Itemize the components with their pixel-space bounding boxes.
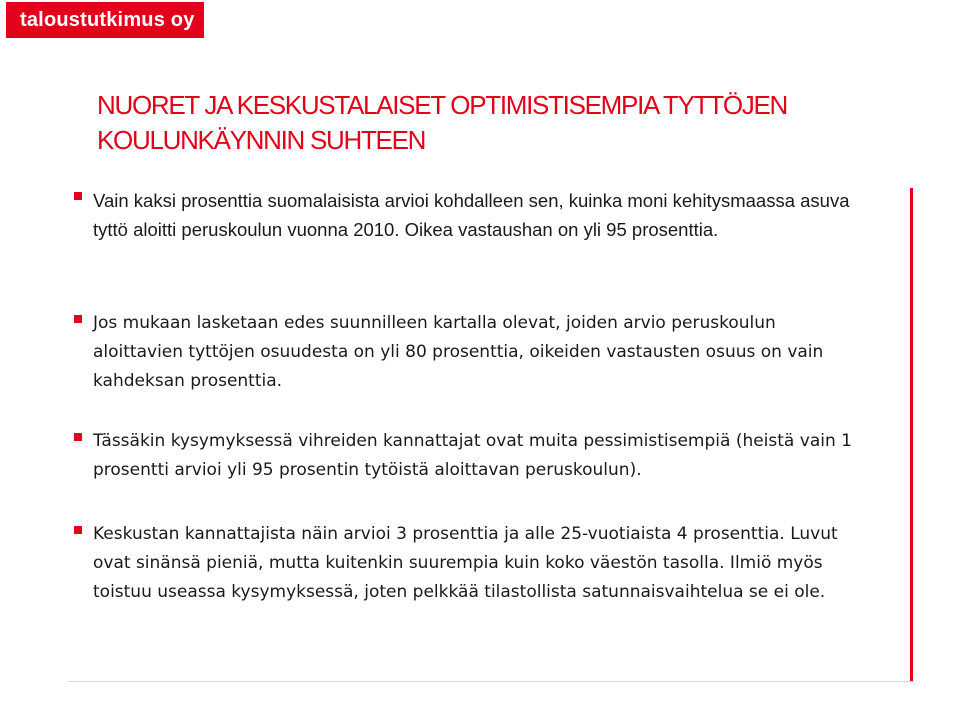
bullet-item [74, 427, 864, 485]
slide-title: NUORET JA KESKUSTALAISET OPTIMISTISEMPIA TYTTÖJEN KOULUNKÄYNNIN SUHTEEN [97, 90, 787, 155]
square-bullet-icon [74, 433, 82, 441]
bullet-text: Tässäkin kysymyksessä vihreiden kannattajat ovat muita pessimistisempiä (heistä vain 1 prosentti arvioi yli 95 prosentin tytöistä aloittavan peruskoulun). [93, 431, 852, 480]
bullet-text: Jos mukaan lasketaan edes suunnilleen kartalla olevat, joiden arvio peruskoulun aloittavien tyttöjen osuudesta on yli 80 prosenttia, oikeiden vastausten osuus on vain kahdeksan prosenttia. [93, 313, 824, 391]
company-logo [6, 2, 204, 38]
square-bullet-icon [74, 315, 82, 323]
logo-text: taloustutkimus oy [20, 8, 195, 31]
bullet-text: Vain kaksi prosenttia suomalaisista arvioi kohdalleen sen, kuinka moni kehitysmaassa asuva tyttö aloitti peruskoulun vuonna 2010. Oikea vastaushan on yli 95 prosenttia. [93, 190, 850, 240]
square-bullet-icon [74, 526, 82, 534]
square-bullet-icon [74, 192, 82, 200]
bullet-text: Keskustan kannattajista näin arvioi 3 prosenttia ja alle 25-vuotiaista 4 prosenttia. Luvut ovat sinänsä pieniä, mutta kuitenkin suurempia kuin koko väestön tasolla. Ilmiö myös toistuu useassa kysymyksessä, joten pelkkää tilastollista satunnaisvaihtelua se ei ole. [93, 524, 838, 602]
bullet-item [74, 186, 864, 244]
bullet-item [74, 520, 864, 607]
bullet-item [74, 309, 864, 396]
bottom-divider [68, 681, 914, 682]
right-accent-rule [910, 188, 913, 682]
